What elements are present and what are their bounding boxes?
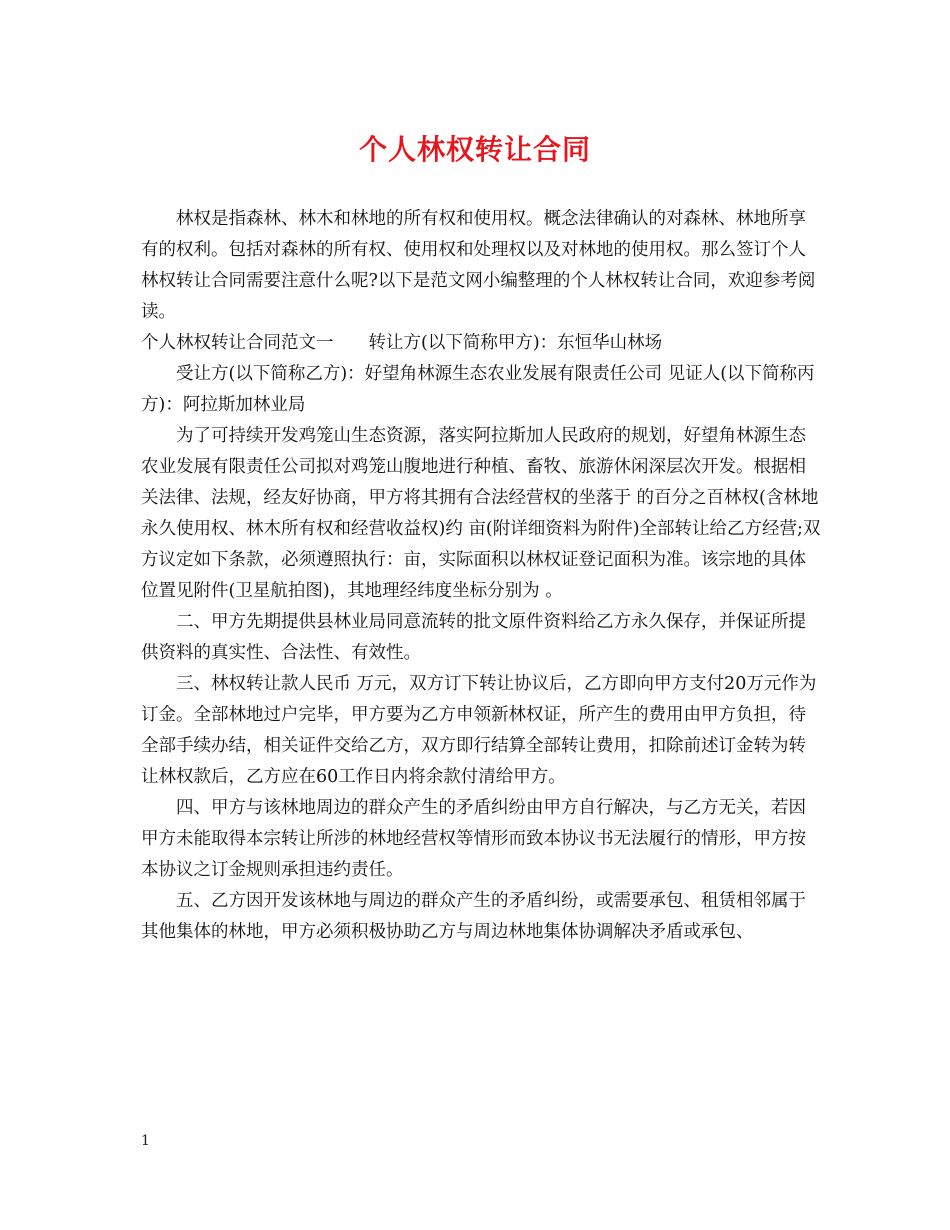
paragraph-transferee: 受让方(以下简称乙方)：好望角林源生态农业发展有限责任公司 见证人(以下简称丙方)：阿拉斯加林业局	[141, 364, 815, 415]
page-number: 1	[141, 1133, 150, 1149]
paragraph-clause-2: 二、甲方先期提供县林业局同意流转的批文原件资料给乙方永久保存，并保证所提供资料的真实性、合法性、有效性。	[141, 612, 806, 663]
document-title: 个人林权转让合同	[358, 133, 591, 166]
paragraph-transferor: 个人林权转让合同范文一 转让方(以下简称甲方)：东恒华山林场	[141, 333, 663, 353]
document-body	[141, 204, 821, 948]
paragraph-clause-5: 五、乙方因开发该林地与周边的群众产生的矛盾纠纷，或需要承包、租赁相邻属于其他集体的林地，甲方必须积极协助乙方与周边林地集体协调解决矛盾或承包、	[141, 891, 806, 942]
paragraph-intro: 林权是指森林、林木和林地的所有权和使用权。概念法律确认的对森林、林地所享有的权利。包括对森林的所有权、使用权和处理权以及对林地的使用权。那么签订个人林权转让合同需要注意什么呢?以下是范文网小编整理的个人林权转让合同，欢迎参考阅读。	[141, 209, 816, 322]
paragraph-clause-4: 四、甲方与该林地周边的群众产生的矛盾纠纷由甲方自行解决，与乙方无关，若因甲方未能取得本宗转让所涉的林地经营权等情形而致本协议书无法履行的情形，甲方按本协议之订金规则承担违约责任。	[141, 798, 806, 880]
paragraph-clause-3: 三、林权转让款人民币 万元，双方订下转让协议后，乙方即向甲方支付20万元作为订金。全部林地过户完毕，甲方要为乙方申领新林权证，所产生的费用由甲方负担，待全部手续办结，相关证件交给乙方，双方即行结算全部转让费用，扣除前述订金转为转让林权款后，乙方应在60工作日内将余款付清给甲方。	[141, 674, 817, 787]
paragraph-purpose: 为了可持续开发鸡笼山生态资源，落实阿拉斯加人民政府的规划，好望角林源生态农业发展有限责任公司拟对鸡笼山腹地进行种植、畜牧、旅游休闲深层次开发。根据相关法律、法规，经友好协商，甲方将其拥有合法经营权的坐落于 的百分之百林权(含林地永久使用权、林木所有权和经营收益权)约 亩(附详细资料为附件)全部转让给乙方经营;双方议定如下条款，必须遵照执行：亩，实际面积以林权证登记面积为准。该宗地的具体位置见附件(卫星航拍图)，其地理经纬度坐标分别为 。	[141, 426, 821, 601]
